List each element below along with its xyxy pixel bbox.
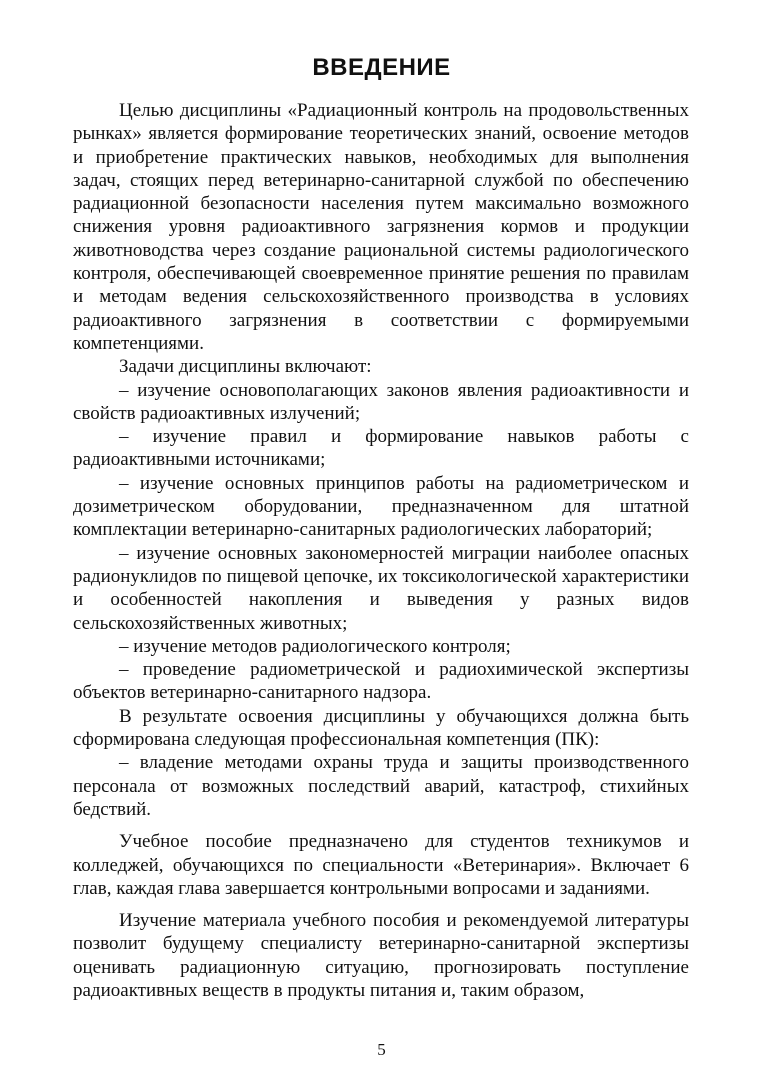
list-item-task: – изучение методов радиологического контроля; <box>119 635 511 657</box>
list-item-task: – изучение основных принципов работы на радиометрическом и дозиметрическом оборудовании, предназначенном для штатной комплектации ветеринарно-санитарных радиологических лабораторий; <box>73 472 689 541</box>
page-number: 5 <box>377 1040 386 1059</box>
paragraph-goal: Целью дисциплины «Радиационный контроль на продовольственных рынках» является формирование теоретических знаний, освоение методов и приобретение практических навыков, необходимых для выполнения задач, стоящих перед ветеринарно-санитарной службой по обеспечению радиационной безопасности населения путем максимально возможного снижения уровня радиоактивного загрязнения кормов и продукции животноводства через создание рациональной системы радиологического контроля, обеспечивающей своевременное принятие решения по правилам и методам ведения сельскохозяйственного производства в условиях радиоактивного загрязнения в соответствии с формируемыми компетенциями. <box>73 100 689 354</box>
list-item-task: – изучение правил и формирование навыков работы с радиоактивными источниками; <box>73 426 689 471</box>
paragraph-audience: Учебное пособие предназначено для студентов техникумов и колледжей, обучающихся по специальности «Ветеринария». Включает 6 глав, каждая глава завершается контрольными вопросами и заданиями. <box>73 831 689 899</box>
body-text <box>73 99 689 1002</box>
list-item-task: – изучение основополагающих законов явления радиоактивности и свойств радиоактивных излучений; <box>73 379 689 424</box>
paragraph-competence-intro: В результате освоения дисциплины у обучающихся должна быть сформирована следующая профессиональная компетенция (ПК): <box>73 705 689 751</box>
list-item-competence: – владение методами охраны труда и защиты производственного персонала от возможных последствий аварий, катастроф, стихийных бедствий. <box>73 752 689 820</box>
paragraph-outcome: Изучение материала учебного пособия и рекомендуемой литературы позволит будущему специалисту ветеринарно-санитарной экспертизы оценивать радиационную ситуацию, прогнозировать поступление радиоактивных веществ в продукты питания и, таким образом, <box>73 910 689 1001</box>
paragraph-tasks-intro: Задачи дисциплины включают: <box>119 356 372 378</box>
chapter-heading: ВВЕДЕНИЕ <box>312 54 451 81</box>
list-item-task: – изучение основных закономерностей миграции наиболее опасных радионуклидов по пищевой цепочке, их токсикологической характеристики и особенностей накопления и выведения у разных видов сельскохозяйственных животных; <box>73 542 689 634</box>
list-item-task: – проведение радиометрической и радиохимической экспертизы объектов ветеринарно-санитарного надзора. <box>73 659 689 704</box>
